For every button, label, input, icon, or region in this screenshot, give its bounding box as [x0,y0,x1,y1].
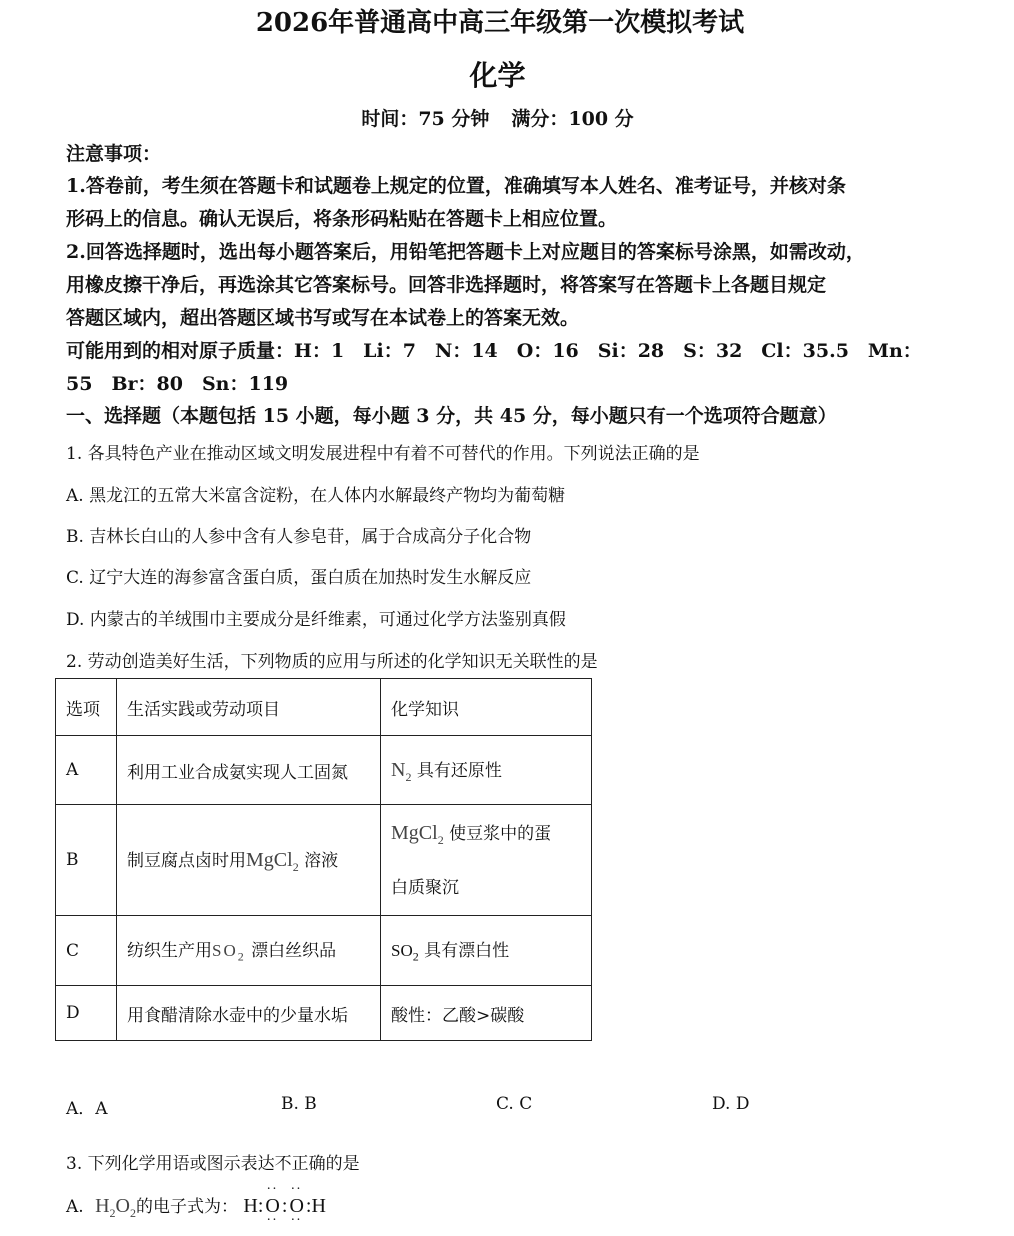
q2-row-b-knowledge [381,805,592,916]
q2-row-a-knowledge [381,736,592,805]
atomic-masses-line2: 55 Br：80 Sn：119 [66,373,289,395]
mgcl2-formula [246,848,299,874]
mgcl2-subscript: 2 [292,859,299,874]
q2-row-c-practice [117,916,381,986]
notes-item2-line1: 2.回答选择题时，选出每小题答案后，用铅笔把答题卡上对应题目的答案标号涂黑，如需改动， [66,241,865,263]
so2-symbol: SO [212,941,238,961]
q2-header-practice: 生活实践或劳动项目 [117,679,381,736]
subject-title: 化学 [469,59,526,92]
q2-row-b-knowledge-line1: 使豆浆中的蛋 [443,823,552,844]
electron-h-left: H [243,1195,258,1217]
electron-h-right: H [311,1195,326,1217]
q2-row-d-option: D [56,986,117,1041]
q2-row-a-practice: 利用工业合成氨实现人工固氮 [117,736,381,805]
electron-colon-2: : [281,1195,288,1217]
q2-header-option: 选项 [56,679,117,736]
q2-answer-a: A．A [66,1099,108,1119]
q3-stem: 3. 下列化学用语或图示表达不正确的是 [66,1154,360,1174]
q2-answer-c: C. C [496,1094,533,1114]
q2-row-c-practice-post: 漂白丝织品 [245,941,337,962]
q2-row-a [56,736,592,805]
time-label: 时间：75 分钟 [361,108,490,130]
h2o2-sub1: 2 [109,1206,116,1220]
q2-row-c [56,916,592,986]
n2-formula [391,758,412,784]
q2-row-c-practice-pre: 纺织生产用 [127,941,212,962]
q2-row-b-knowledge-line2: 白质聚沉 [391,877,459,898]
electron-colon-3: : [305,1195,312,1217]
notes-item1-line1: 1.答卷前，考生须在答题卡和试题卷上规定的位置，准确填写本人姓名、准考证号，并核对条 [66,175,846,197]
time-score-line [0,104,995,131]
section1-heading: 一、选择题（本题包括 15 小题，每小题 3 分，共 45 分，每小题只有一个选项符合题意） [66,405,837,427]
h2o2-o: O [115,1195,130,1217]
h2o2-h: H [95,1195,110,1217]
so2-formula-2 [391,941,419,964]
mgcl2-formula-2 [391,821,444,847]
q1-option-c: C. 辽宁大连的海参富含蛋白质，蛋白质在加热时发生水解反应 [66,568,532,588]
electron-o-1: ·· O ·· [265,1195,279,1218]
q3-option-a [66,1192,326,1221]
q2-row-b [56,805,592,916]
q2-table [55,678,592,1041]
q1-option-d: D. 内蒙古的羊绒围巾主要成分是纤维素，可通过化学方法鉴别真假 [66,610,566,630]
q2-row-c-knowledge [381,916,592,986]
q1-option-b: B. 吉林长白山的人参中含有人参皂苷，属于合成高分子化合物 [66,527,532,547]
q2-answer-d: D. D [712,1094,750,1114]
notes-item1-line2: 形码上的信息。确认无误后，将条形码粘贴在答题卡上相应位置。 [66,208,618,230]
so2-symbol-2: SO [391,941,413,961]
electron-colon-1: : [257,1195,264,1217]
q2-row-d [56,986,592,1041]
so2-formula [212,941,246,964]
mgcl2-symbol: MgCl [246,848,293,871]
q2-header-knowledge: 化学知识 [381,679,592,736]
n2-symbol: N [391,758,406,781]
mgcl2-symbol-2: MgCl [391,821,438,844]
mgcl2-subscript-2: 2 [437,832,444,847]
q2-row-d-knowledge: 酸性：乙酸>碳酸 [381,986,592,1041]
h2o2-formula [95,1195,136,1220]
notes-item2-line3: 答题区域内，超出答题区域书写或写在本试卷上的答案无效。 [66,307,580,329]
h2o2-electron-formula [243,1195,326,1218]
q2-row-b-practice-pre: 制豆腐点卤时用 [127,850,246,871]
atomic-masses-line1: 可能用到的相对原子质量：H：1 Li：7 N：14 O：16 Si：28 S：32 Cl：35.5 Mn： [66,340,922,362]
q2-row-b-option: B [56,805,117,916]
notes-heading: 注意事项： [66,143,162,165]
notes-item2-line2: 用橡皮擦干净后，再选涂其它答案标号。回答非选择题时，将答案写在答题卡上各题目规定 [66,274,827,296]
q3-option-a-text: 的电子式为： [136,1197,238,1217]
q2-row-b-practice-post: 溶液 [298,850,339,871]
so2-subscript-2: 2 [412,949,419,964]
q2-row-b-practice [117,805,381,916]
q3-option-a-label: A. [66,1197,84,1217]
q2-row-a-option: A [56,736,117,805]
q2-row-d-practice: 用食醋清除水壶中的少量水垢 [117,986,381,1041]
q2-stem: 2. 劳动创造美好生活，下列物质的应用与所述的化学知识无关联性的是 [66,652,598,672]
q2-row-c-option: C [56,916,117,986]
exam-title: 2026年普通高中高三年级第一次模拟考试 [255,8,745,38]
so2-subscript: 2 [237,949,246,964]
score-label: 满分：100 分 [511,108,634,130]
q2-row-a-knowledge-text: 具有还原性 [411,760,502,781]
q2-table-header-row [56,679,592,736]
q2-row-c-knowledge-text: 具有漂白性 [418,941,510,962]
n2-subscript: 2 [405,769,412,784]
q1-stem: 1. 各具特色产业在推动区域文明发展进程中有着不可替代的作用。下列说法正确的是 [66,444,700,464]
h2o2-sub2: 2 [130,1206,136,1220]
q1-option-a: A. 黑龙江的五常大米富含淀粉，在人体内水解最终产物均为葡萄糖 [66,486,566,506]
q2-answer-b: B. B [281,1094,317,1114]
electron-o-2: ·· O ·· [289,1195,303,1218]
